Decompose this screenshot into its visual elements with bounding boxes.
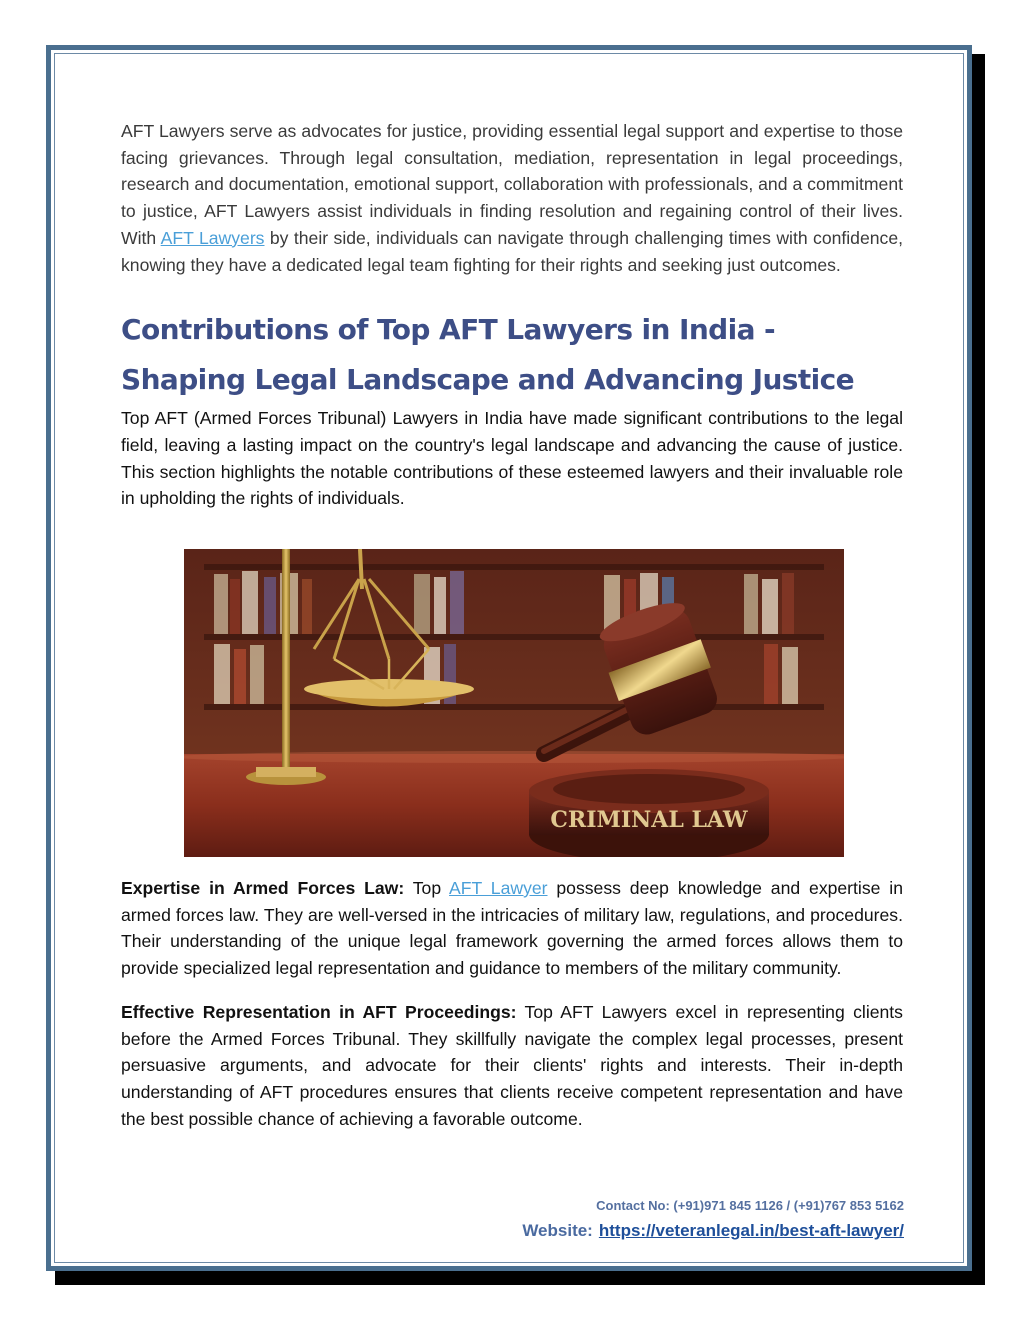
justice-image-illustration <box>184 549 844 857</box>
expertise-paragraph: Expertise in Armed Forces Law: Top AFT Lawyer possess deep knowledge and expertise in armed forces law. They are well-versed in the intricacies of military law, regulations, and procedures. Their understanding of the unique legal framework governing the armed forces allows them to provide specialized legal representation and guidance to members of the military community. <box>121 878 903 979</box>
section-intro-paragraph: Top AFT (Armed Forces Tribunal) Lawyers in India have made significant contributions to the legal field, leaving a lasting impact on the country's legal landscape and advancing the cause of justice. This section highlights the notable contributions of these esteemed lawyers and their invaluable role in upholding the rights of individuals. <box>121 408 903 509</box>
intro-paragraph: AFT Lawyers serve as advocates for justice, providing essential legal support and expertise to those facing grievances. Through legal consultation, mediation, representation in legal proceedings, research and documentation, emotional support, collaboration with professionals, and a commitment to justice, AFT Lawyers assist individuals in finding resolution and regaining control of their lives. With AFT Lawyers by their side, individuals can navigate through challenging times with confidence, knowing they have a dedicated legal team fighting for their rights and seeking just outcomes. <box>121 121 904 275</box>
gavel-base-label: CRIMINAL LAW <box>550 807 748 833</box>
representation-paragraph: Effective Representation in AFT Proceedings: Top AFT Lawyers excel in representing clients before the Armed Forces Tribunal. They skillfully navigate the complex legal processes, present persuasive arguments, and advocate for their clients' rights and interests. Their in-depth understanding of AFT procedures ensures that clients receive competent representation and have the best possible chance of achieving a favorable outcome. <box>121 1001 903 1129</box>
section-heading <box>121 305 903 405</box>
website-link[interactable]: https://veteranlegal.in/best-aft-lawyer/ <box>598 1221 904 1240</box>
website-label: Website: <box>522 1221 593 1240</box>
justice-scales-gavel-image <box>184 549 844 857</box>
aft-lawyer-link[interactable]: AFT Lawyer <box>449 878 548 898</box>
document-content <box>121 118 903 512</box>
representation-label: Effective Representation in AFT Proceedings: <box>121 1001 517 1022</box>
section-heading-line1: Contributions of Top AFT Lawyers in India - <box>121 313 776 347</box>
aft-lawyers-link[interactable]: AFT Lawyers <box>160 227 265 248</box>
expertise-label: Expertise in Armed Forces Law: <box>121 878 405 898</box>
contact-number: Contact No: (+91)971 845 1126 / (+91)767 853 5162 <box>596 1198 904 1213</box>
section-heading-line2: Shaping Legal Landscape and Advancing Justice <box>121 363 855 397</box>
website-line <box>522 1221 904 1241</box>
contributions-content <box>121 875 903 1132</box>
